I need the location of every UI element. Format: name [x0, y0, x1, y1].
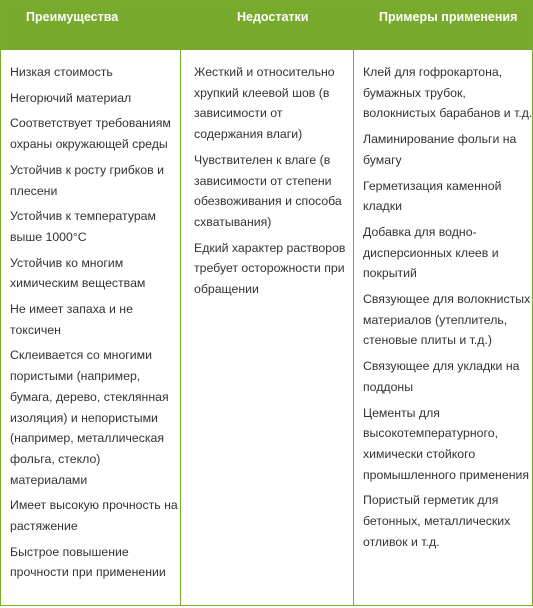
advantages-column	[1, 50, 180, 605]
advantages-list	[10, 62, 178, 588]
application-item: Связующее для волокнистых материалов (утеплитель, стеновые плиты и т.д.)	[363, 292, 531, 348]
application-item: Пористый герметик для бетонных, металлических отливок и т.д.	[363, 493, 511, 549]
header-applications: Примеры применения	[379, 10, 518, 24]
advantage-item: Негорючий материал	[10, 90, 132, 105]
disadvantage-item: Едкий характер растворов требует осторожности при обращении	[194, 240, 346, 297]
application-item: Ламинирование фольги на бумагу	[363, 132, 517, 167]
applications-list	[363, 62, 533, 557]
advantage-item: Имеет высокую прочность на растяжение	[10, 498, 178, 534]
applications-column	[353, 50, 533, 605]
application-item: Связующее для укладки на поддоны	[363, 359, 520, 394]
disadvantage-item: Жесткий и относительно хрупкий клеевой шов (в зависимости от содержания влаги)	[194, 65, 335, 142]
advantage-item: Устойчив к росту грибков и плесени	[10, 162, 164, 198]
header-advantages: Преимущества	[26, 10, 119, 24]
application-item: Клей для гофрокартона, бумажных трубок, волокнистых барабанов и т.д.	[363, 65, 533, 121]
advantage-item: Устойчив ко многим химическим веществам	[10, 255, 146, 291]
advantage-item: Склеивается со многими пористыми (например, бумага, дерево, стеклянная изоляция) и непористыми (например, металлическая фольга, стекло) материалами	[10, 348, 169, 487]
disadvantage-item: Чувствителен к влаге (в зависимости от степени обезвоживания и способа схватывания)	[194, 152, 342, 229]
application-item: Герметизация каменной кладки	[363, 178, 502, 214]
advantage-item: Устойчив к температурам выше 1000°C	[10, 209, 156, 244]
advantage-item: Низкая стоимость	[10, 65, 113, 79]
advantage-item: Быстрое повышение прочности при применении	[10, 544, 166, 580]
disadvantages-column	[180, 50, 354, 605]
table-header	[1, 1, 532, 50]
application-item: Цементы для высокотемпературного, химически стойкого промышленного применения	[363, 405, 530, 482]
advantage-item: Соответствует требованиям охраны окружающей среды	[10, 116, 171, 152]
advantage-item: Не имеет запаха и не токсичен	[10, 302, 133, 337]
application-item: Добавка для водно-дисперсионных клеев и покрытий	[363, 224, 499, 281]
disadvantages-list	[194, 62, 352, 305]
header-disadvantages: Недостатки	[237, 10, 309, 24]
